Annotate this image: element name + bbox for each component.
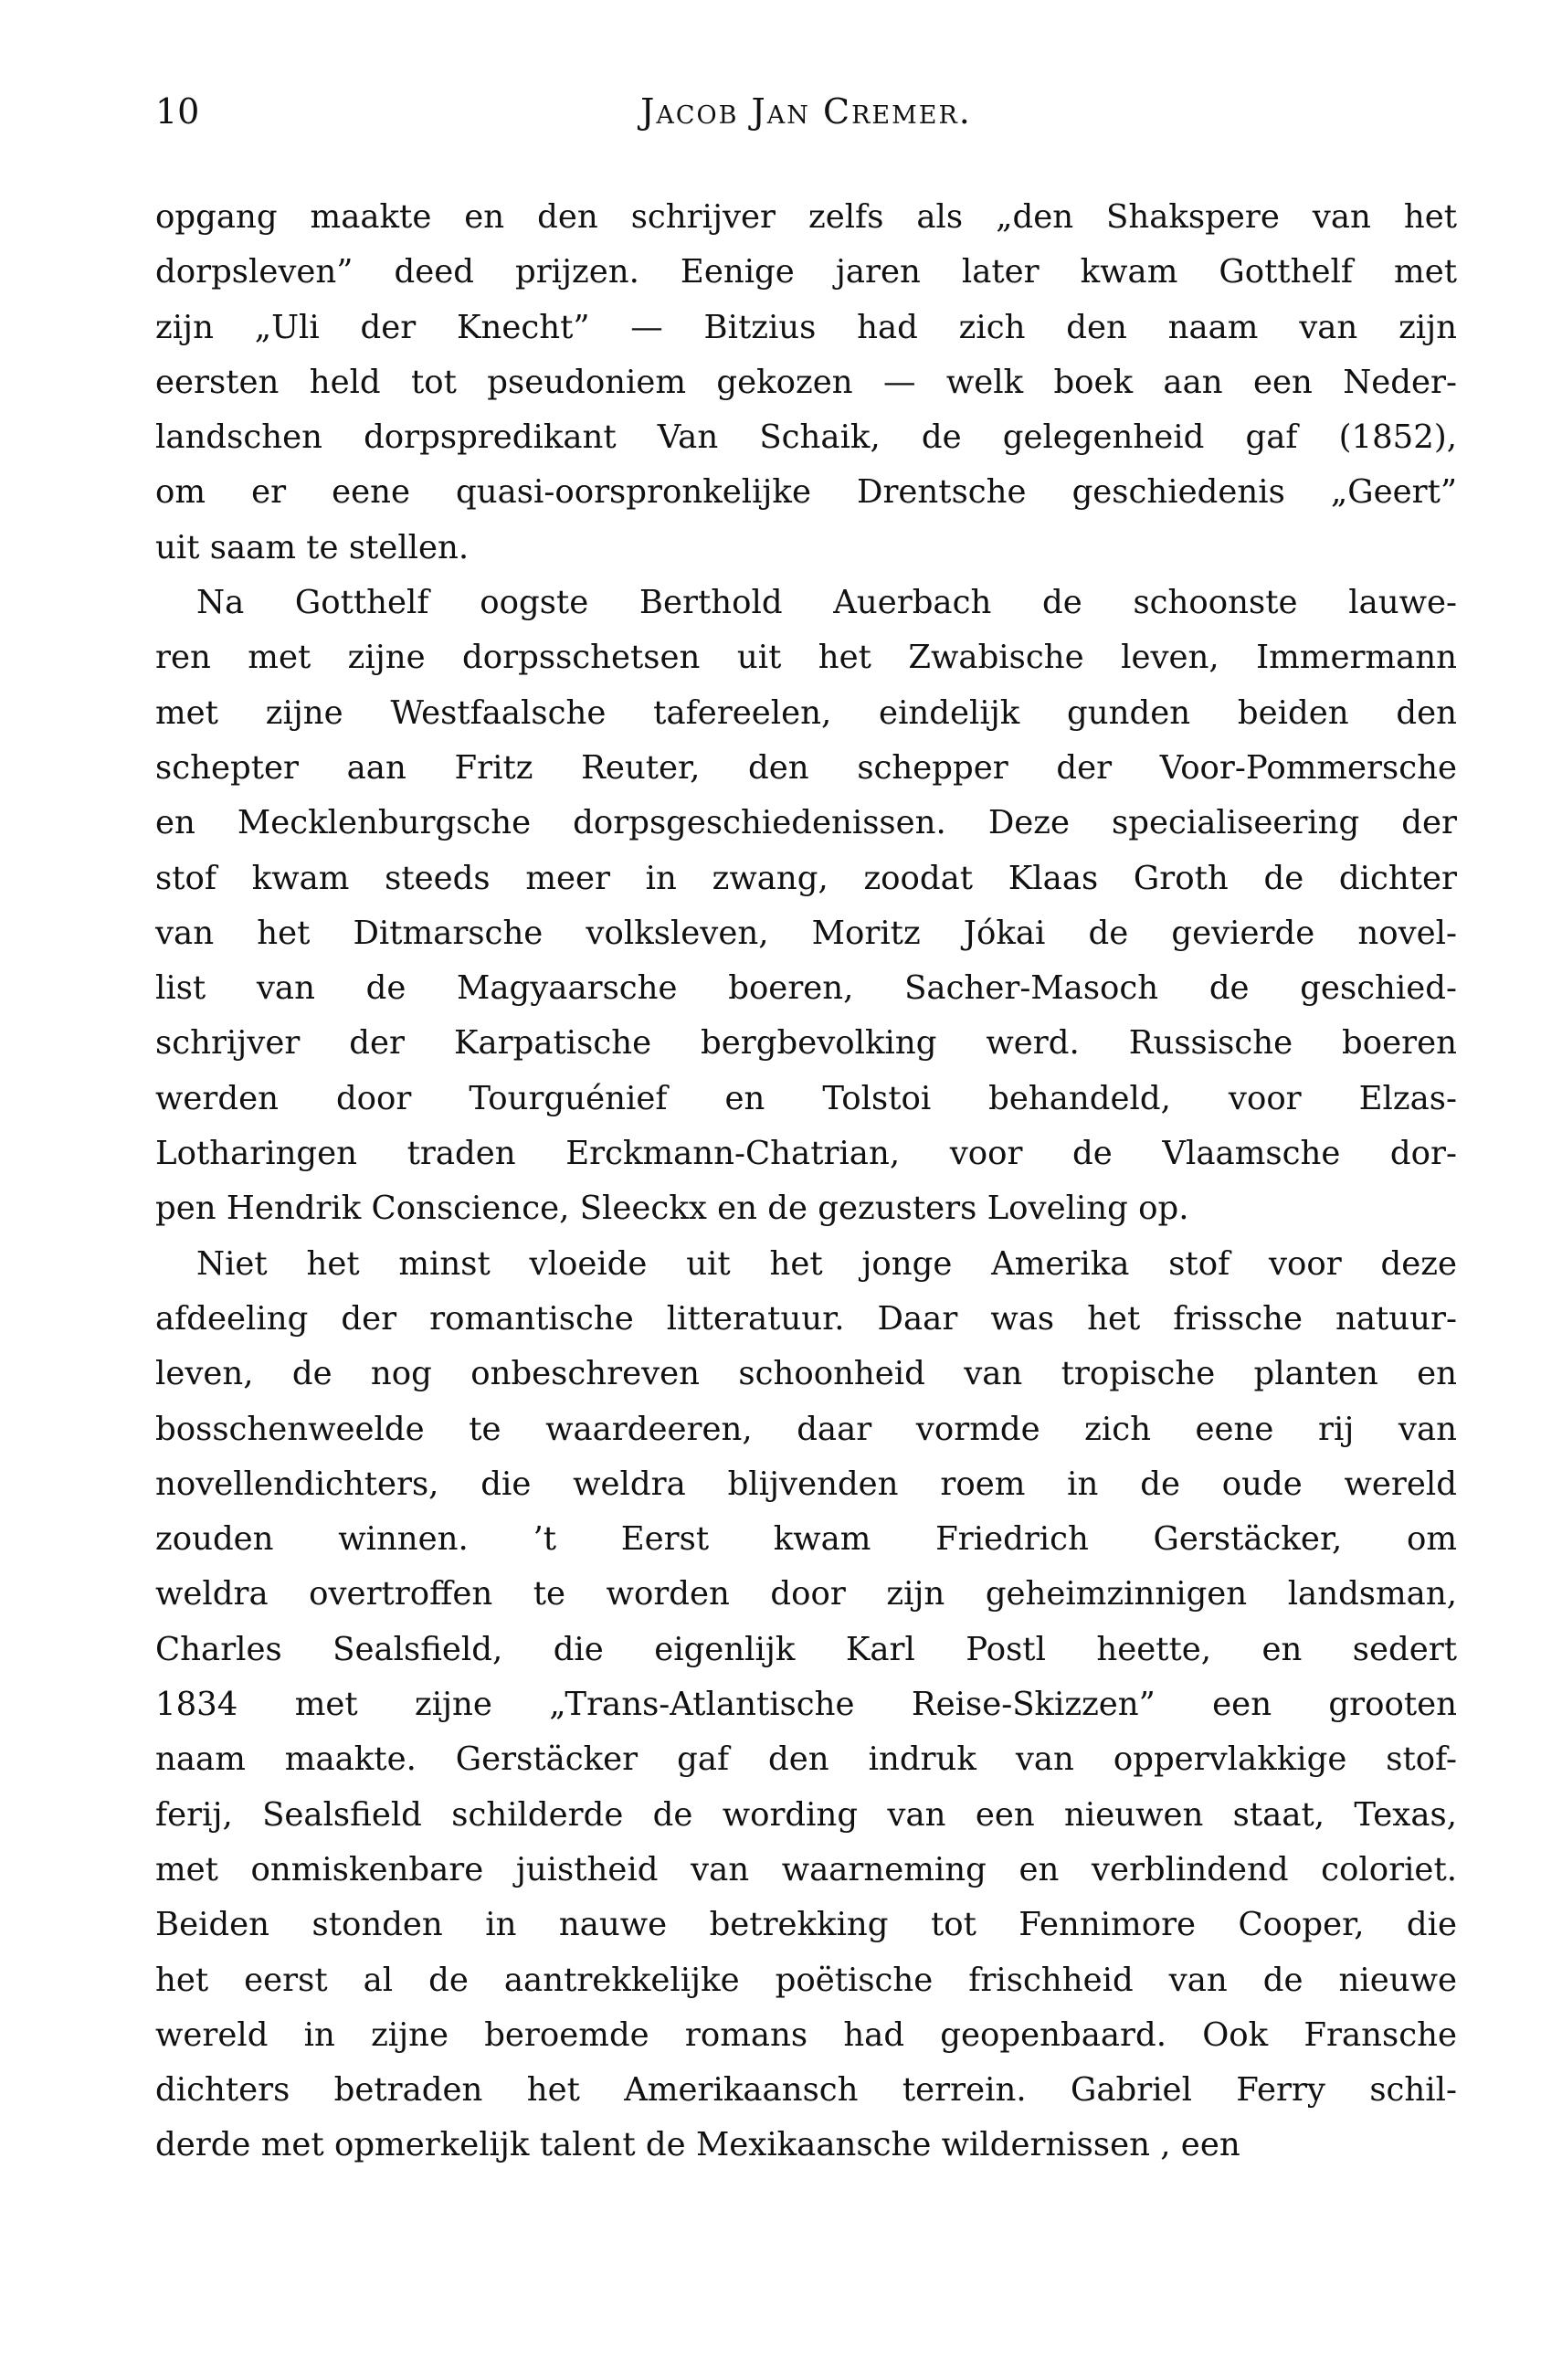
text-line: opgang maakte en den schrijver zelfs als „den Shakspere van het — [155, 198, 1457, 236]
text-line: landschen dorpspredikant Van Schaik, de gelegenheid gaf (1852), — [155, 418, 1457, 457]
text-line: weldra overtroffen te worden door zijn geheimzinnigen landsman, — [155, 1575, 1457, 1613]
text-line: met onmiskenbare juistheid van waarneming en verblindend coloriet. — [155, 1850, 1457, 1888]
text-line: afdeeling der romantische litteratuur. Daar was het frissche natuur- — [155, 1299, 1457, 1338]
text-line: pen Hendrik Conscience, Sleeckx en de gezusters Loveling op. — [155, 1190, 1189, 1228]
text-line: Beiden stonden in nauwe betrekking tot Fennimore Cooper, die — [155, 1906, 1457, 1944]
page-header — [155, 91, 1457, 146]
paragraph — [155, 190, 1457, 576]
text-line: en Mecklenburgsche dorpsgeschiedenissen. Deze specialiseering der — [155, 804, 1457, 842]
text-line: schepter aan Fritz Reuter, den schepper der Voor-Pommersche — [155, 748, 1457, 787]
text-line: Lotharingen traden Erckmann-Chatrian, voor de Vlaamsche dor- — [155, 1135, 1457, 1173]
text-line: 1834 met zijne „Trans-Atlantische Reise-Skizzen” een grooten — [155, 1686, 1457, 1724]
text-line: bosschenweelde te waardeeren, daar vormde zich eene rij van — [155, 1410, 1457, 1448]
running-head: Jacob Jan Cremer. — [640, 91, 972, 132]
text-line: list van de Magyaarsche boeren, Sacher-Masoch de geschied- — [155, 969, 1457, 1008]
text-line: uit saam te stellen. — [155, 528, 470, 566]
page-number: 10 — [155, 91, 200, 132]
text-line: dichters betraden het Amerikaansch terrein. Gabriel Ferry schil- — [155, 2071, 1457, 2110]
text-line: zouden winnen. ’t Eerst kwam Friedrich Gerstäcker, om — [155, 1520, 1457, 1559]
paragraph — [155, 576, 1457, 1237]
paragraph — [155, 1237, 1457, 2174]
text-line: ren met zijne dorpsschetsen uit het Zwabische leven, Immermann — [155, 639, 1457, 677]
text-line: stof kwam steeds meer in zwang, zoodat Klaas Groth de dichter — [155, 859, 1457, 897]
text-line: om er eene quasi-oorspronkelijke Drentsche geschiedenis „Geert” — [155, 473, 1457, 512]
text-line: met zijne Westfaalsche tafereelen, eindelijk gunden beiden den — [155, 693, 1457, 732]
text-line: leven, de nog onbeschreven schoonheid van tropische planten en — [155, 1355, 1457, 1393]
text-line: zijn „Uli der Knecht” — Bitzius had zich den naam van zijn — [155, 308, 1457, 346]
text-line: wereld in zijne beroemde romans had geopenbaard. Ook Fransche — [155, 2015, 1457, 2054]
text-line: Niet het minst vloeide uit het jonge Amerika stof voor deze — [196, 1244, 1457, 1283]
text-line: werden door Tourguénief en Tolstoi behandeld, voor Elzas- — [155, 1079, 1457, 1117]
text-line: schrijver der Karpatische bergbevolking werd. Russische boeren — [155, 1024, 1457, 1063]
text-line: dorpsleven” deed prijzen. Eenige jaren later kwam Gotthelf met — [155, 253, 1457, 291]
text-line: het eerst al de aantrekkelijke poëtische frischheid van de nieuwe — [155, 1961, 1457, 1999]
book-page — [155, 91, 1457, 2174]
text-line: novellendichters, die weldra blijvenden roem in de oude wereld — [155, 1465, 1457, 1503]
text-line: Na Gotthelf oogste Berthold Auerbach de schoonste lauwe- — [196, 584, 1457, 622]
text-line: van het Ditmarsche volksleven, Moritz Jókai de gevierde novel- — [155, 914, 1457, 952]
text-line: Charles Sealsfield, die eigenlijk Karl Postl heette, en sedert — [155, 1630, 1457, 1668]
text-line: ferij, Sealsfield schilderde de wording van een nieuwen staat, Texas, — [155, 1795, 1457, 1834]
text-line: derde met opmerkelijk talent de Mexikaansche wildernissen , een — [155, 2126, 1240, 2164]
text-line: eersten held tot pseudoniem gekozen — welk boek aan een Neder- — [155, 363, 1457, 401]
body-text — [155, 190, 1457, 2174]
text-line: naam maakte. Gerstäcker gaf den indruk van oppervlakkige stof- — [155, 1740, 1457, 1779]
